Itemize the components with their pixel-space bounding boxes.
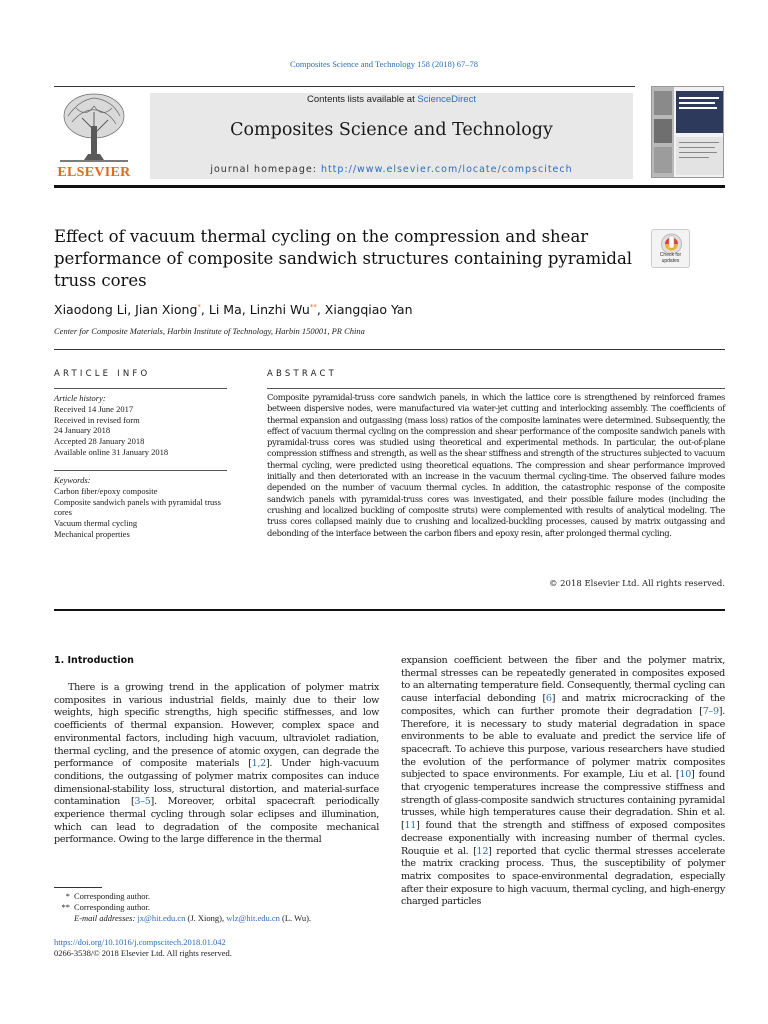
keywords-label: Keywords: (54, 475, 91, 485)
article-history (54, 393, 229, 458)
author[interactable]: Xiangqiao Yan (324, 302, 413, 317)
body-column-left: There is a growing trend in the application of polymer matrix composites in various industrial fields, mainly due to their low weights, high specific strengths, high specific stiffnesses, and low coefficients of thermal expansion. However, complex space and environmental factors, including high vacuum, ultraviolet radiation, thermal cycling, and the presence of atomic oxygen, can degrade the performance of composite materials [1,2]. Under high-vacuum conditions, the outgassing of polymer matrix composites can induce dimensional-stability loss, structural distortion, and material-surface contamination [3–5]. Moreover, orbital spacecraft periodically experience thermal cycling through solar eclipses and illumination, which can lead to degradation of the composite mechanical performance. Owing to the large difference in the thermal (54, 682, 379, 846)
doi-link[interactable]: https://doi.org/10.1016/j.compscitech.2018.01.042 (54, 937, 226, 947)
homepage-link[interactable]: http://www.elsevier.com/locate/compscitech (320, 164, 573, 175)
email-link[interactable]: wlz@hit.edu.cn (226, 913, 280, 923)
affiliation: Center for Composite Materials, Harbin Institute of Technology, Harbin 150001, PR China (54, 326, 365, 336)
keywords-rule (54, 470, 227, 471)
journal-citation[interactable]: Composites Science and Technology 158 (2018) 67–78 (289, 59, 479, 69)
header-rule (54, 86, 635, 87)
article-info-rule (54, 388, 227, 389)
footnote-corresponding-2: ** Corresponding author. (61, 902, 151, 912)
reference-link[interactable]: 11 (404, 820, 417, 832)
email-link[interactable]: jx@hit.edu.cn (137, 913, 186, 923)
corresponding-author-mark[interactable]: ** (309, 302, 317, 311)
corresponding-author-mark[interactable]: * (197, 302, 201, 311)
keyword: Mechanical properties (54, 528, 130, 539)
author-list (54, 302, 413, 317)
footnotes (54, 891, 311, 924)
history-item: Accepted 28 January 2018 (54, 436, 145, 447)
journal-homepage: journal homepage: http://www.elsevier.com/locate/compscitech (210, 164, 573, 175)
contents-availability: Contents lists available at ScienceDirect (307, 94, 476, 105)
keyword: Vacuum thermal cycling (54, 518, 138, 529)
author[interactable]: Linzhi Wu**, (249, 302, 325, 317)
body-column-right: expansion coefficient between the fiber and the polymer matrix, thermal stresses can be repeatedly generated in composites exposed to an alternating temperature field. Consequently, thermal cycling can cause interfacial debonding [6] and matrix microcracking of the composites, which can further promote their degradation [7–9]. Therefore, it is necessary to study material degradation in space environments to be able to evaluate and predict the service life of spacecraft. To achieve this purpose, various researchers have studied the evolution of the performance of polymer matrix composites subjected to space environments. For example, Liu et al. [10] found that cryogenic temperatures increase the compressive stiffness and strength of glass-composite sandwich structures containing pyramidal trusses, while high temperatures cause their degradation. Shin et al. [11] found that the strength and stiffness of exposed composites decrease exponentially with increasing number of thermal cycles. Rouquie et al. [12] reported that cyclic thermal stresses accelerate the matrix cracking process. Thus, the susceptibility of polymer matrix composites to space-environmental degradation, especially after their exposure to high vacuum, thermal cycling, and high-energy charged particles (401, 655, 725, 908)
check-for-updates-badge[interactable] (651, 229, 690, 268)
issn-copyright: 0266-3538/© 2018 Elsevier Ltd. All rights reserved. (54, 948, 232, 958)
check-updates-label: Check for updates (659, 252, 682, 264)
author[interactable]: Xiaodong Li, (54, 302, 136, 317)
journal-title[interactable]: Composites Science and Technology (230, 120, 553, 140)
journal-cover-image[interactable] (651, 86, 724, 178)
reference-link[interactable]: 3–5 (134, 796, 151, 808)
author[interactable]: Jian Xiong*, (135, 302, 209, 317)
paper-title: Effect of vacuum thermal cycling on the compression and shear performance of composite sandwich structures containing pyramidal truss cores (54, 227, 633, 290)
history-item: Received 14 June 2017 (54, 403, 134, 414)
keywords-block (54, 475, 229, 540)
history-item: 24 January 2018 (54, 425, 111, 436)
sciencedirect-link[interactable]: ScienceDirect (417, 94, 476, 105)
reference-link[interactable]: 6 (545, 693, 552, 705)
footnote-rule (54, 887, 102, 888)
keyword: Composite sandwich panels with pyramidal truss cores (54, 496, 221, 518)
abstract-heading: ABSTRACT (267, 369, 338, 379)
abstract-rule (267, 388, 725, 389)
publisher-wordmark: ELSEVIER (57, 165, 131, 180)
abstract-copyright: © 2018 Elsevier Ltd. All rights reserved. (548, 579, 725, 589)
history-item: Available online 31 January 2018 (54, 446, 169, 457)
affiliation-rule (54, 349, 725, 350)
header-thick-rule (54, 185, 725, 188)
section-heading-introduction: 1. Introduction (54, 655, 134, 666)
reference-link[interactable]: 1,2 (251, 758, 266, 770)
keyword: Carbon fiber/epoxy composite (54, 485, 158, 496)
footnote-emails: E-mail addresses: jx@hit.edu.cn (J. Xiong), wlz@hit.edu.cn (L. Wu). (74, 913, 312, 923)
reference-link[interactable]: 12 (476, 845, 489, 857)
footnote-corresponding-1: * Corresponding author. (65, 891, 151, 901)
abstract-end-rule (54, 609, 725, 611)
abstract-text: Composite pyramidal-truss core sandwich panels, in which the lattice core is strengthened by reinforced frames between dispersive nodes, were manufactured via water-jet cutting and interlocking assembly. The coefficients of thermal expansion and outgassing (mass loss) ratios of the composite laminates were determined. Subsequently, the effect of vacuum thermal cycling on the compression and shear performance of the composite sandwich panels with pyramidal-truss cores was studied using theoretical and experimental methods. In particular, the out-of-plane compression stiffness and strength, as well as the shear stiffness and strength of the structures subjected to vacuum thermal cycling, were predicted using theoretical equations. The compression and shear performance improved initially and then deteriorated with an increase in the vacuum thermal cycling-time. The observed failure modes depended on the number of vacuum thermal cycles. In addition, the catastrophic response of the composite sandwich panels with pyramidal-truss cores was investigated, and their possible failure modes (including the crushing and localized buckling of composite struts) were complemented with results of analytical modeling. The truss cores collapsed mainly due to crushing and localized-buckling processes, caused by matrix outgassing and debonding of the interface between the carbon fibers and epoxy resin, after prolonged thermal cycling. (267, 392, 725, 538)
journal-masthead (150, 93, 633, 179)
reference-link[interactable]: 10 (679, 769, 691, 781)
author[interactable]: Li Ma, (208, 302, 250, 317)
history-label: Article history: (54, 393, 106, 403)
history-item: Received in revised form (54, 414, 140, 425)
article-info-heading: ARTICLE INFO (54, 369, 151, 379)
reference-link[interactable]: 7–9 (702, 705, 719, 717)
